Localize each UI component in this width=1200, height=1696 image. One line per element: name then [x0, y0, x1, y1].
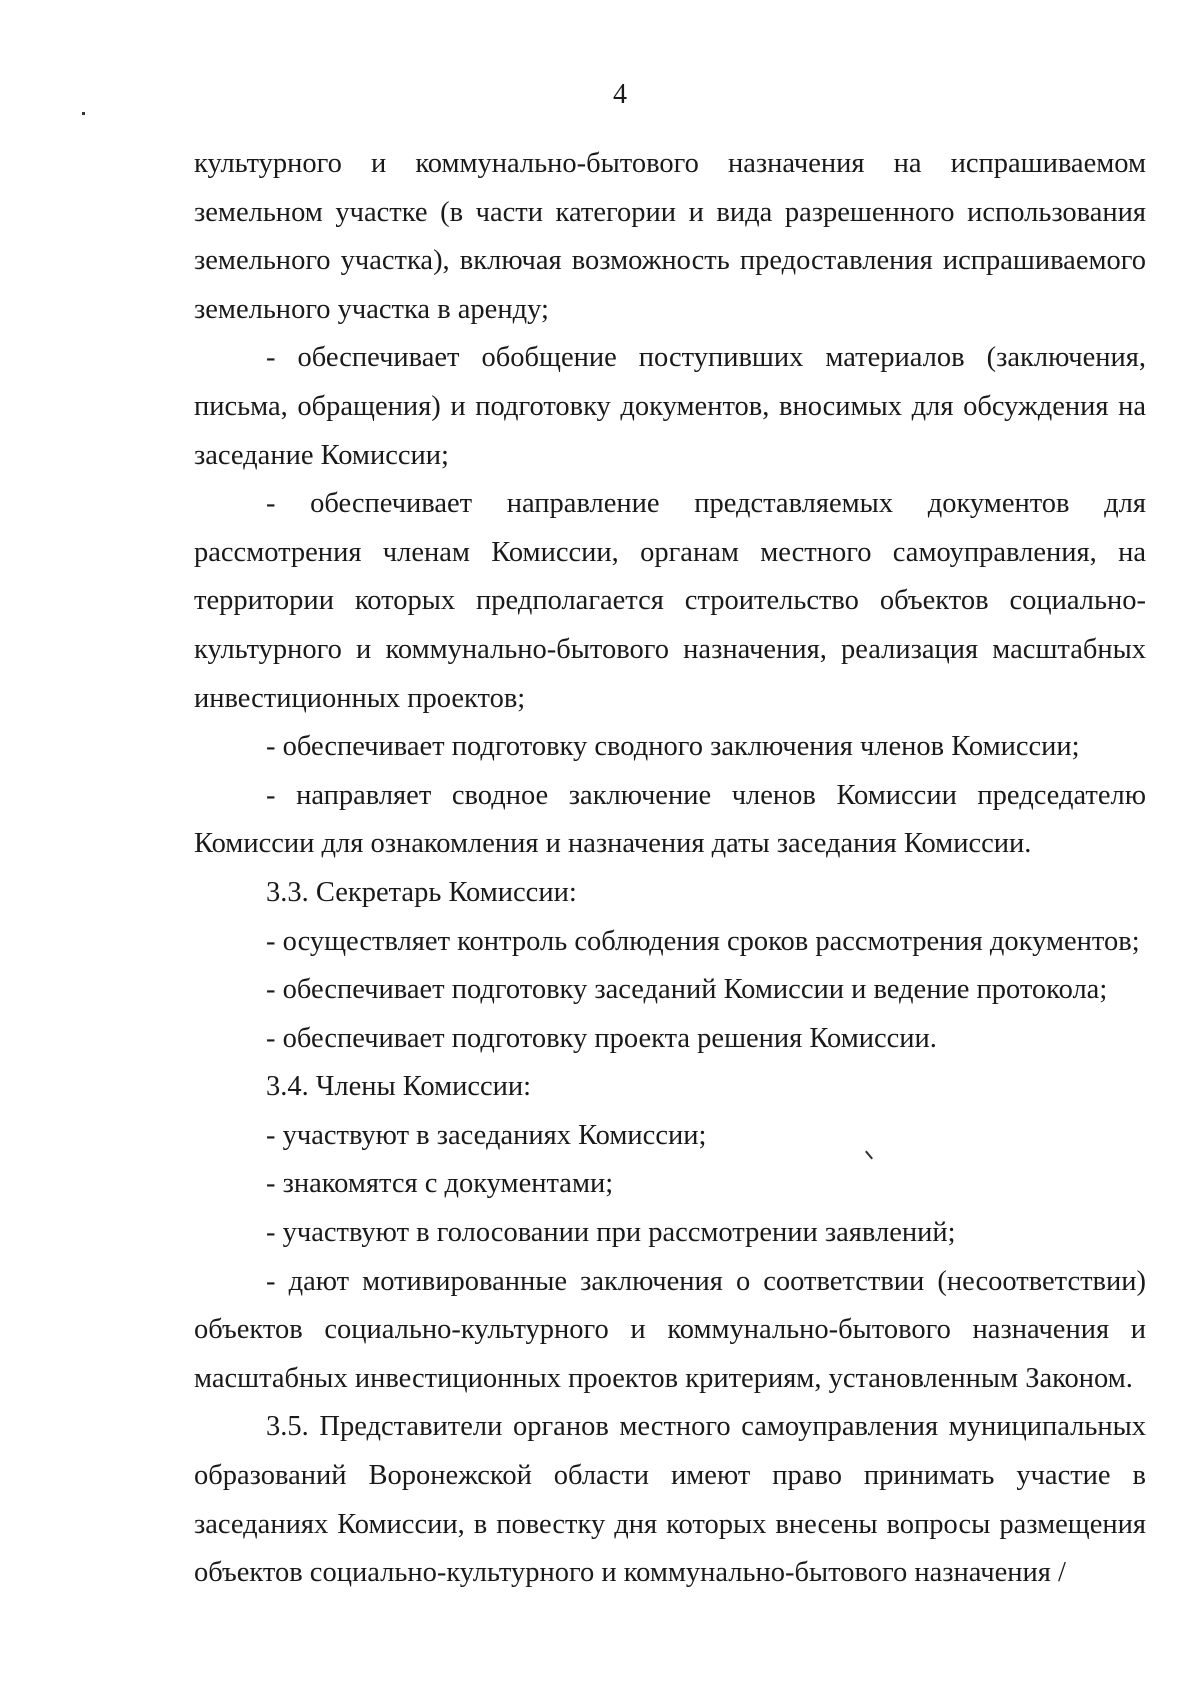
paragraph: - осуществляет контроль соблюдения сроков рассмотрения документов; [266, 925, 1140, 957]
page-number: 4 [613, 79, 627, 110]
paragraph: - обеспечивает подготовку сводного заключения членов Комиссии; [266, 731, 1080, 763]
paragraph: - участвуют в голосовании при рассмотрении заявлений; [266, 1217, 956, 1249]
paragraph: 3.5. Представители органов местного самоуправления муниципальных образований Воронежской области имеют право принимать участие в заседаниях Комиссии, в повестку дня которых внесены вопросы размещения объектов социально-культурного и коммунально-бытового назначения / [194, 1411, 1146, 1589]
paragraph: - знакомятся с документами; [266, 1168, 614, 1200]
paragraph: - направляет сводное заключение членов Комиссии председателю Комиссии для ознакомления и назначения даты заседания Комиссии. [194, 779, 1146, 860]
paragraph: - участвуют в заседаниях Комиссии; [266, 1119, 707, 1151]
section-heading: 3.3. Секретарь Комиссии: [266, 876, 577, 908]
paragraph: - дают мотивированные заключения о соответствии (несоответствии) объектов социально-культурного и коммунально-бытового назначения и масштабных инвестиционных проектов критериям, установленным Законом. [194, 1265, 1146, 1394]
document-body [194, 140, 1146, 1598]
paragraph: культурного и коммунально-бытового назначения на испрашиваемом земельном участке (в части категории и вида разрешенного использования земельного участка), включая возможность предоставления испрашиваемого земельного участка в аренду; [194, 148, 1146, 325]
paragraph: - обеспечивает подготовку заседаний Комиссии и ведение протокола; [266, 974, 1108, 1006]
scan-speck [82, 112, 85, 115]
paragraph: - обеспечивает обобщение поступивших материалов (заключения, письма, обращения) и подготовку документов, вносимых для обсуждения на заседание Комиссии; [194, 342, 1146, 471]
paragraph: - обеспечивает направление представляемых документов для рассмотрения членам Комиссии, органам местного самоуправления, на территории которых предполагается строительство объектов социально-культурного и коммунально-бытового назначения, реализация масштабных инвестиционных проектов; [194, 488, 1146, 714]
section-heading: 3.4. Члены Комиссии: [266, 1071, 532, 1103]
paragraph: - обеспечивает подготовку проекта решения Комиссии. [266, 1022, 937, 1054]
